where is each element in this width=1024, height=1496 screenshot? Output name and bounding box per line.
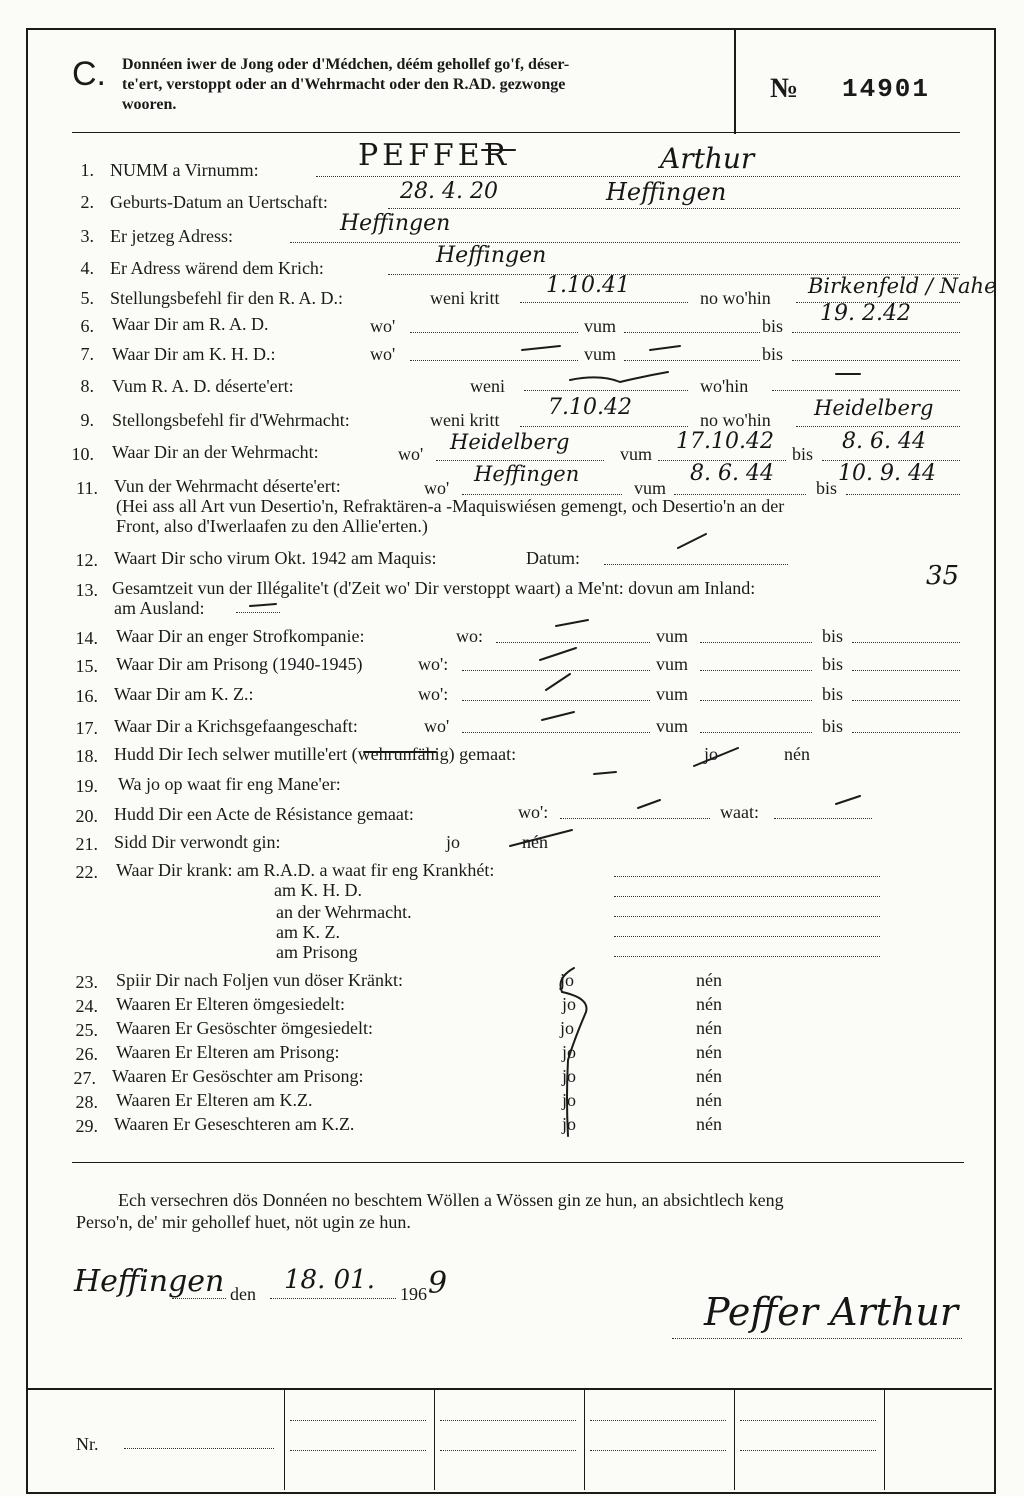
row-17-vum: vum <box>656 716 689 736</box>
footer-divider-1 <box>284 1390 285 1490</box>
row-1-label: NUMM a Virnumm: <box>110 160 259 180</box>
row-15-wo: wo': <box>418 654 449 674</box>
footer-cell-5-line-2 <box>740 1450 876 1451</box>
signing-place-line <box>172 1298 226 1299</box>
footer-cell-2-line-2 <box>290 1450 426 1451</box>
row-3-number: 3. <box>80 226 94 246</box>
declaration-rule <box>72 1162 964 1163</box>
row-12-number: 12. <box>75 550 98 570</box>
row-28-label: Waaren Er Elteren am K.Z. <box>116 1090 313 1110</box>
row-22-label: Waar Dir krank: am R.A.D. a waat fir eng Krankhét: <box>116 860 495 880</box>
year-suffix-value: 9 <box>428 1266 448 1301</box>
row-3-label: Er jetzeg Adress: <box>110 226 233 246</box>
row-22-prisong-label: am Prisong <box>276 942 358 962</box>
row-23-nen: nén <box>696 970 722 990</box>
row-24-number: 24. <box>75 996 98 1016</box>
row-21-nen-strike <box>510 830 572 846</box>
row-28-jo: jo <box>562 1090 577 1110</box>
row-12-datum: Datum: <box>526 548 580 568</box>
row-14-vum: vum <box>656 626 689 646</box>
row-8-wohin: wo'hin <box>700 376 749 396</box>
row-10-bis: bis <box>792 444 814 464</box>
row-9-number: 9. <box>80 410 94 430</box>
illegality-months-value: 35 <box>926 561 960 591</box>
row-26-number: 26. <box>75 1044 98 1064</box>
row-22-khd-label: am K. H. D. <box>274 880 362 900</box>
birth-date-value: 28. 4. 20 <box>400 179 498 204</box>
footer-cell-4-line-2 <box>590 1450 726 1451</box>
footer-divider-4 <box>734 1390 735 1490</box>
row-8-label: Vum R. A. D. déserte'ert: <box>112 376 294 396</box>
row-14-label: Waar Dir an enger Strofkompanie: <box>116 626 365 646</box>
row-29-nen: nén <box>696 1114 722 1134</box>
row-1-number: 1. <box>80 160 94 180</box>
rad-order-date-value: 1.10.41 <box>546 273 630 298</box>
row-15-dash <box>540 648 576 660</box>
row-16-dash <box>546 674 570 690</box>
row-5-weni: weni kritt <box>430 288 500 308</box>
row-24-jo: jo <box>562 994 577 1014</box>
row-20-dash-wo <box>638 800 660 808</box>
row-6-wo: wo' <box>370 316 396 336</box>
row-21-label: Sidd Dir verwondt gin: <box>114 832 281 852</box>
row-7-number: 7. <box>80 344 94 364</box>
row-25-jo: jo <box>560 1018 575 1038</box>
row-14-number: 14. <box>75 628 98 648</box>
row-8-weni: weni <box>470 376 505 396</box>
row-11-wo: wo' <box>424 478 450 498</box>
row-7-dash-vum <box>650 346 680 350</box>
row-6-vum: vum <box>584 316 617 336</box>
row-9-nowohin: no wo'hin <box>700 410 771 430</box>
row-17-number: 17. <box>75 718 98 738</box>
footer-divider-2 <box>434 1390 435 1490</box>
row-4-label: Er Adress wärend dem Krich: <box>110 258 324 278</box>
row-8-number: 8. <box>80 376 94 396</box>
row-15-label: Waar Dir am Prisong (1940-1945) <box>116 654 363 674</box>
footer-cell-5-line-1 <box>740 1420 876 1421</box>
header-title-line1: Donnéen iwer de Jong oder d'Médchen, déém gehollef go'f, déser- <box>122 56 570 73</box>
row-10-wo: wo' <box>398 444 424 464</box>
row-20-waat: waat: <box>720 802 759 822</box>
row-15-number: 15. <box>75 656 98 676</box>
row-18-jo: jo <box>704 744 719 764</box>
wehrmacht-from-value: 17.10.42 <box>676 429 774 454</box>
row-2-number: 2. <box>80 192 94 212</box>
row-29-label: Waaren Er Geseschteren am K.Z. <box>114 1114 355 1134</box>
row-17-dash <box>542 712 574 720</box>
desertion-place-value: Heffingen <box>474 462 580 486</box>
row-9-weni: weni kritt <box>430 410 500 430</box>
row-11-label: Vun der Wehrmacht déserte'ert: <box>114 476 341 496</box>
rad-order-place-value: Birkenfeld / Nahe <box>808 274 997 298</box>
row-27-number: 27. <box>73 1068 96 1088</box>
row-26-nen: nén <box>696 1042 722 1062</box>
row-10-label: Waar Dir an der Wehrmacht: <box>112 442 319 462</box>
row-17-wo: wo' <box>424 716 450 736</box>
row-17-bis: bis <box>822 716 844 736</box>
row-25-label: Waaren Er Gesöschter ömgesiedelt: <box>116 1018 373 1038</box>
desertion-until-value: 10. 9. 44 <box>838 461 936 486</box>
row-7-wo: wo' <box>370 344 396 364</box>
footer-divider-5 <box>884 1390 885 1490</box>
row-12-dash <box>678 534 706 548</box>
row-19-label: Wa jo op waat fir eng Mane'er: <box>118 774 341 794</box>
header-title-line3: wooren. <box>122 96 177 113</box>
footer-cell-4-line-1 <box>590 1420 726 1421</box>
row-16-bis: bis <box>822 684 844 704</box>
header-title-line2: te'ert, verstoppt oder an d'Wehrmacht oder den R.AD. gezwonge <box>122 76 566 93</box>
declaration-line2: Perso'n, de' mir gehollef huet, nöt ugin ze hun. <box>76 1212 411 1232</box>
footer-cell-3-line-2 <box>440 1450 576 1451</box>
row-29-jo: jo <box>562 1114 577 1134</box>
footer-nr-line <box>124 1448 274 1449</box>
wehrmacht-place-value: Heidelberg <box>450 430 570 454</box>
row-16-vum: vum <box>656 684 689 704</box>
row-27-jo: jo <box>562 1066 577 1086</box>
number-symbol: № <box>770 73 799 104</box>
row-28-number: 28. <box>75 1092 98 1112</box>
row-29-number: 29. <box>75 1116 98 1136</box>
row-17-label: Waar Dir a Krichsgefaangeschaft: <box>114 716 358 736</box>
row-10-number: 10. <box>71 444 94 464</box>
row-15-bis: bis <box>822 654 844 674</box>
surname-value: PEFFER <box>358 138 511 173</box>
row-26-jo: jo <box>562 1042 577 1062</box>
row-13-ausland: am Ausland: <box>114 598 205 618</box>
signing-day-month-value: 18. 01. <box>284 1265 375 1295</box>
row-20-number: 20. <box>75 806 98 826</box>
row-22-wehrmacht-label: an der Wehrmacht. <box>276 902 412 922</box>
row-11-bis: bis <box>816 478 838 498</box>
wehrmacht-until-value: 8. 6. 44 <box>842 429 926 454</box>
row-2-label: Geburts-Datum an Uertschaft: <box>110 192 328 212</box>
row-18-label: Hudd Dir Iech selwer mutille'ert (wehrunfähig) gemaat: <box>114 744 517 764</box>
row-5-nowohin: no wo'hin <box>700 288 771 308</box>
wehrmacht-order-date-value: 7.10.42 <box>548 395 632 420</box>
row-11-number: 11. <box>76 478 98 498</box>
signing-date-line <box>270 1298 396 1299</box>
row-16-number: 16. <box>75 686 98 706</box>
row-23-label: Spiir Dir nach Foljen vun döser Kränkt: <box>116 970 403 990</box>
footer-cell-2-line-1 <box>290 1420 426 1421</box>
row-6-number: 6. <box>80 316 94 336</box>
wehrmacht-order-place-value: Heidelberg <box>814 396 934 420</box>
row-14-wo: wo: <box>456 626 483 646</box>
row-18-nen: nén <box>784 744 810 764</box>
jo-column-bracket <box>561 968 587 1136</box>
row-4-number: 4. <box>80 258 94 278</box>
row-7-label: Waar Dir am K. H. D.: <box>112 344 276 364</box>
signature-line <box>672 1338 962 1339</box>
row-7-dash-wo <box>522 346 560 350</box>
row-5-label: Stellungsbefehl fir den R. A. D.: <box>110 288 343 308</box>
row-14-dash <box>556 620 588 626</box>
signing-place-value: Heffingen <box>74 1264 225 1299</box>
row-19-number: 19. <box>75 776 98 796</box>
row-11-note-line1: (Hei ass all Art vun Desertio'n, Refraktären-a -Maquiswiésen gemengt, och Desertio'n an der <box>116 496 785 516</box>
row-25-nen: nén <box>696 1018 722 1038</box>
row-18-number: 18. <box>75 746 98 766</box>
row-7-bis: bis <box>762 344 784 364</box>
footer-top-rule <box>28 1388 992 1390</box>
footer-cell-3-line-1 <box>440 1420 576 1421</box>
row-21-jo: jo <box>446 832 461 852</box>
row-27-label: Waaren Er Gesöschter am Prisong: <box>112 1066 364 1086</box>
form-number: 14901 <box>842 74 931 104</box>
row-24-label: Waaren Er Elteren ömgesiedelt: <box>116 994 345 1014</box>
signature: Peffer Arthur <box>704 1290 958 1334</box>
row-6-label: Waar Dir am R. A. D. <box>112 314 269 334</box>
footer-nr-label: Nr. <box>76 1434 99 1454</box>
row-24-nen: nén <box>696 994 722 1014</box>
row-15-vum: vum <box>656 654 689 674</box>
section-letter: C. <box>72 55 106 93</box>
row-23-jo: jo <box>560 970 575 990</box>
row-21-number: 21. <box>75 834 98 854</box>
row-23-number: 23. <box>75 972 98 992</box>
row-20-dash-waat <box>836 796 860 804</box>
row-18-jo-strike <box>694 748 738 766</box>
row-13-number: 13. <box>75 580 98 600</box>
row-13-label: Gesamtzeit vun der Illégalite't (d'Zeit wo' Dir verstoppt waart) a Me'nt: dovun am Inland: <box>112 578 756 598</box>
footer-divider-3 <box>584 1390 585 1490</box>
desertion-from-value: 8. 6. 44 <box>690 461 774 486</box>
row-10-vum: vum <box>620 444 653 464</box>
year-prefix: 196 <box>400 1284 427 1304</box>
row-5-number: 5. <box>80 288 94 308</box>
row-8-dash-weni <box>570 372 668 382</box>
row-22-kz-label: am K. Z. <box>276 922 340 942</box>
row-13-dash <box>250 604 276 606</box>
row-19-dash <box>594 772 616 774</box>
row-22-number: 22. <box>75 862 98 882</box>
row-20-wo: wo': <box>518 802 549 822</box>
row-12-label: Waart Dir scho virum Okt. 1942 am Maquis: <box>114 548 437 568</box>
row-21-nen: nén <box>522 832 548 852</box>
rad-until-value: 19. 2.42 <box>820 301 911 326</box>
row-28-nen: nén <box>696 1090 722 1110</box>
row-11-note-line2: Front, also d'Iwerlaafen zu den Allie'erten.) <box>116 516 428 536</box>
row-16-wo: wo': <box>418 684 449 704</box>
firstname-value: Arthur <box>660 142 755 175</box>
declaration-line1: Ech versechren dös Donnéen no beschtem Wöllen a Wössen gin ze hun, an absichtlech keng <box>118 1190 784 1210</box>
row-16-label: Waar Dir am K. Z.: <box>114 684 254 704</box>
row-14-bis: bis <box>822 626 844 646</box>
row-9-label: Stellongsbefehl fir d'Wehrmacht: <box>112 410 350 430</box>
row-6-bis: bis <box>762 316 784 336</box>
current-address-value: Heffingen <box>340 211 451 236</box>
row-20-label: Hudd Dir een Acte de Résistance gemaat: <box>114 804 414 824</box>
war-address-value: Heffingen <box>436 243 547 268</box>
row-27-nen: nén <box>696 1066 722 1086</box>
row-26-label: Waaren Er Elteren am Prisong: <box>116 1042 340 1062</box>
row-25-number: 25. <box>75 1020 98 1040</box>
row-7-vum: vum <box>584 344 617 364</box>
birth-place-value: Heffingen <box>606 178 727 206</box>
den-label: den <box>230 1284 256 1304</box>
row-11-vum: vum <box>634 478 667 498</box>
